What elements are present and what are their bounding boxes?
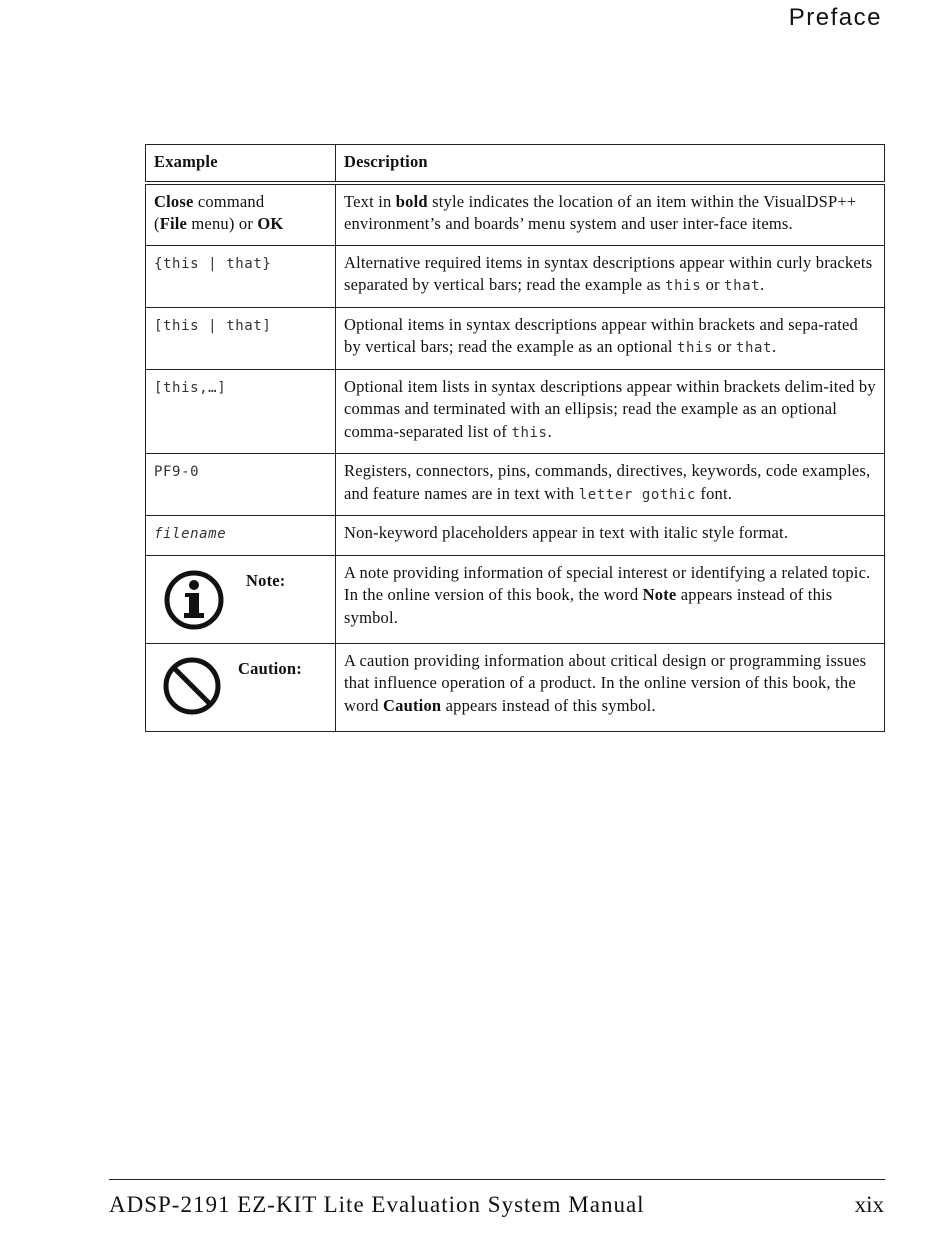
example-cell <box>146 454 336 516</box>
example-text: ( <box>154 214 160 233</box>
table-row <box>146 245 885 307</box>
description-cell <box>336 454 885 516</box>
conventions-table <box>145 144 885 732</box>
example-cell <box>146 245 336 307</box>
example-text: command <box>193 191 265 211</box>
description-text: Registers, connectors, pins, commands, directives, keywords, code examples, and feature names are in text with <box>344 461 871 503</box>
description-cell <box>336 183 885 246</box>
bold-term: Note <box>642 585 677 604</box>
code-term: this <box>677 340 714 356</box>
caution-label: Caution: <box>238 658 302 678</box>
description-text: Text in <box>344 191 396 211</box>
table-row <box>146 454 885 516</box>
description-text: A note providing information of special interest or identifying a related topic. In the online version of this book, the word <box>344 562 871 604</box>
code-example: [this,…] <box>154 379 227 396</box>
description-text: appears instead of this symbol. <box>344 585 833 627</box>
example-cell <box>146 555 336 643</box>
code-term: this <box>511 424 548 441</box>
description-cell <box>336 555 885 643</box>
table-row <box>146 643 885 731</box>
code-term: that <box>724 278 761 294</box>
placeholder-example: filename <box>154 526 227 542</box>
page-number: xix <box>854 1192 884 1217</box>
bold-term: bold <box>395 191 428 211</box>
table-row <box>146 183 885 246</box>
description-text: . <box>760 275 765 294</box>
code-example: {this | that} <box>154 255 272 272</box>
example-cell <box>146 307 336 369</box>
description-text: or <box>713 337 736 356</box>
bold-term: Caution <box>383 695 442 715</box>
description-cell: Non-keyword placeholders appear in text with italic style format. <box>336 516 885 556</box>
example-cell <box>146 643 336 731</box>
description-text: . <box>547 421 552 441</box>
description-text: Optional items in syntax descriptions appear within brackets and sepa-rated by vertical bars; read the example as an optional <box>344 314 858 356</box>
description-text: font. <box>696 483 733 503</box>
description-cell <box>336 245 885 307</box>
description-text: or <box>701 275 725 294</box>
description-cell <box>336 369 885 454</box>
description-text: Alternative required items in syntax descriptions appear within curly brackets separated by vertical bars; read the example as <box>344 252 873 294</box>
code-term: that <box>735 340 773 356</box>
column-header-example: Example <box>146 145 336 183</box>
table-header-row <box>146 145 885 183</box>
description-text: . <box>772 337 777 356</box>
table-row <box>146 555 885 643</box>
running-header-title: Preface <box>788 4 882 31</box>
table-row <box>146 369 885 454</box>
example-text: menu) or <box>187 214 258 233</box>
table-row <box>146 307 885 369</box>
column-header-description: Description <box>336 145 885 183</box>
footer-manual-title: ADSP-2191 EZ-KIT Lite Evaluation System Manual <box>109 1192 645 1217</box>
description-cell <box>336 643 885 731</box>
bold-term: File <box>159 214 188 233</box>
note-label: Note: <box>246 570 286 590</box>
table-row <box>146 516 885 556</box>
description-text: A caution providing information about critical design or programming issues that influence operation of a product. In the online version of this book, the word <box>344 650 867 715</box>
example-cell <box>146 369 336 454</box>
code-term: this <box>665 278 702 294</box>
example-cell <box>146 183 336 246</box>
prohibition-icon <box>162 656 226 723</box>
example-cell <box>146 516 336 556</box>
description-text: style indicates the location of an item within the VisualDSP++ environment’s and boards’ menu system and user inter-face items. <box>344 191 857 233</box>
info-icon <box>162 568 226 639</box>
description-cell <box>336 307 885 369</box>
bold-term: Close <box>154 191 194 211</box>
footer-divider <box>109 1179 885 1180</box>
code-term: letter gothic <box>578 486 697 503</box>
code-example: [this | that] <box>154 317 272 334</box>
description-text: appears instead of this symbol. <box>441 695 656 715</box>
bold-term: OK <box>257 214 284 233</box>
code-example: PF9-0 <box>154 464 200 480</box>
description-text: Optional item lists in syntax descriptions appear within brackets delim-ited by commas and terminated with an ellipsis; read the example as an optional comma-separated list of <box>344 376 876 441</box>
